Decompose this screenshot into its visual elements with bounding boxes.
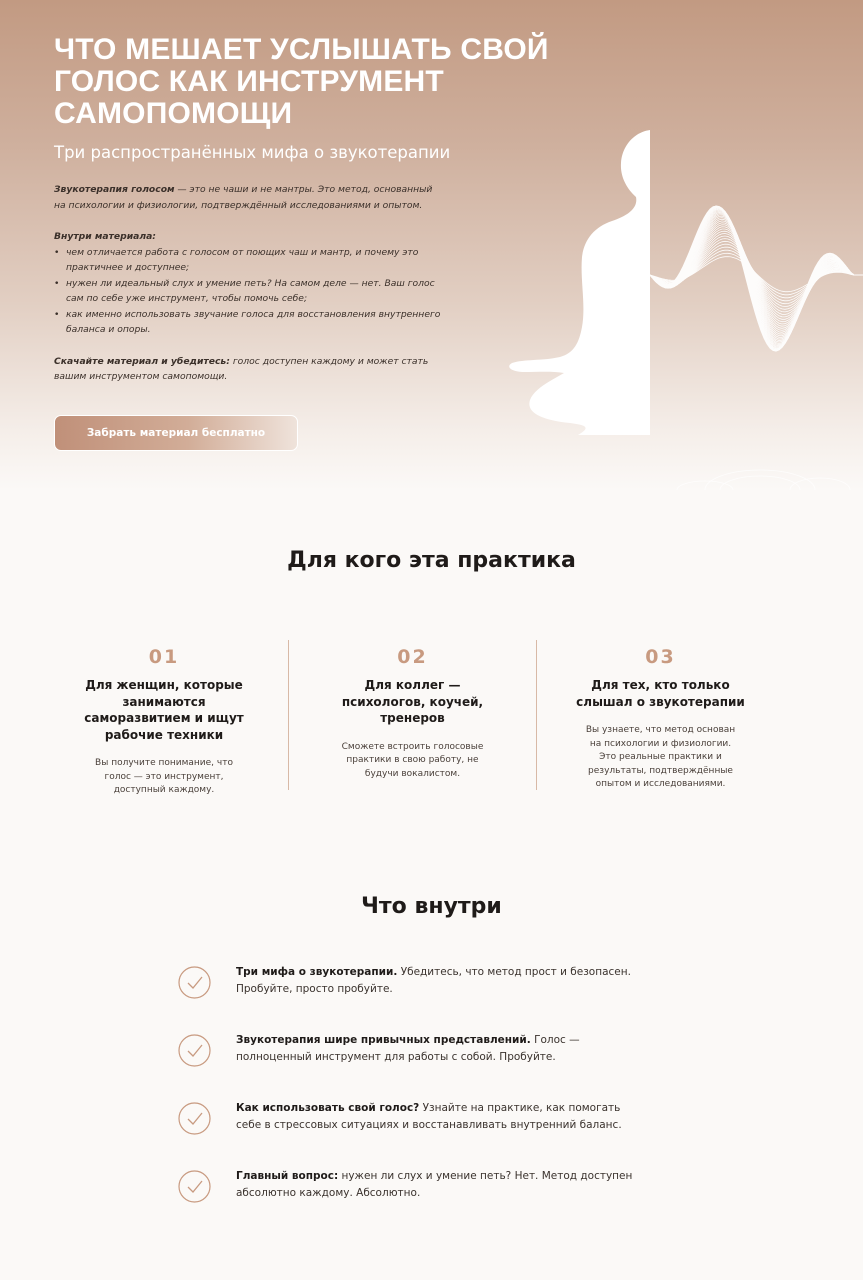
- inside-title: Что внутри: [361, 894, 502, 919]
- intro-text: — это не чаши и не мантры. Это метод, основанный на психологии и физиологии, подтверждённый исследованиями и опытом.: [54, 184, 433, 211]
- card-description: Вы получите понимание, что голос — это инструмент, доступный каждому.: [95, 758, 233, 795]
- check-circle-icon: [178, 1034, 211, 1067]
- hero-subtitle: Три распространённых мифа о звукотерапии: [54, 143, 451, 162]
- item-text: Узнайте на практике, как помогать себе в стрессовых ситуациях и восстанавливать внутренний баланс.: [236, 1102, 622, 1131]
- list-item: [178, 1168, 648, 1236]
- item-bold: Три мифа о звукотерапии.: [236, 966, 398, 978]
- card-title: Для женщин, которые занимаются саморазвитием и ищут рабочие техники: [84, 678, 244, 742]
- inside-list: [178, 964, 648, 1236]
- item-bold: Как использовать свой голос?: [236, 1102, 420, 1114]
- meditating-woman-sound-waves-icon: [490, 105, 863, 490]
- audience-cards: [40, 640, 823, 795]
- get-material-button[interactable]: Забрать материал бесплатно: [54, 415, 298, 451]
- inside-heading: Внутри материала:: [54, 231, 156, 242]
- item-bold: Главный вопрос:: [236, 1170, 339, 1182]
- outro-bold: Скачайте материал и убедитесь:: [54, 355, 230, 367]
- hero-section: [0, 0, 863, 490]
- card-description: Сможете встроить голосовые практики в свою работу, не будучи вокалистом.: [341, 741, 484, 779]
- audience-title: Для кого эта практика: [287, 548, 576, 573]
- outro-text: голос доступен каждому и может стать вашим инструментом самопомощи.: [54, 355, 429, 382]
- intro-bold: Звукотерапия голосом: [54, 184, 175, 195]
- card-number: 02: [397, 646, 428, 668]
- card-number: 01: [148, 646, 180, 668]
- hero-bullet: • чем отличается работа с голосом от поющих чаш и мантр, и почему это практичнее и доступнее;: [54, 245, 444, 276]
- hero-description: [54, 182, 444, 385]
- audience-card: [536, 640, 784, 790]
- card-number: 03: [645, 646, 676, 668]
- item-bold: Звукотерапия шире привычных представлений.: [236, 1034, 531, 1046]
- card-title: Для тех, кто только слышал о звукотерапии: [576, 678, 745, 709]
- hero-bullet-list: [54, 245, 444, 338]
- check-circle-icon: [178, 966, 211, 999]
- item-text: нужен ли слух и умение петь? Нет. Метод доступен абсолютно каждому. Абсолютно.: [236, 1170, 633, 1199]
- audience-card: [40, 640, 288, 795]
- item-text: Голос — полноценный инструмент для работы с собой. Пробуйте.: [236, 1034, 580, 1063]
- list-item: [178, 1032, 648, 1100]
- list-item: [178, 964, 648, 1032]
- item-text: Убедитесь, что метод прост и безопасен. Пробуйте, просто пробуйте.: [236, 966, 631, 995]
- check-circle-icon: [178, 1170, 211, 1203]
- check-circle-icon: [178, 1102, 211, 1135]
- hero-title: ЧТО МЕШАЕТ УСЛЫШАТЬ СВОЙ ГОЛОС КАК ИНСТРУМЕНТ САМОПОМОЩИ: [54, 33, 549, 130]
- hero-bullet: • как именно использовать звучание голоса для восстановления внутреннего баланса и опоры.: [54, 307, 444, 338]
- hero-bullet: • нужен ли идеальный слух и умение петь? На самом деле — нет. Ваш голос сам по себе уже инструмент, чтобы помочь себе;: [54, 276, 444, 307]
- card-title: Для коллег — психологов, коучей, тренеров: [341, 678, 484, 725]
- card-description: Вы узнаете, что метод основан на психологии и физиологии. Это реальные практики и результаты, подтверждённые опытом и исследованиями.: [585, 725, 736, 789]
- list-item: [178, 1100, 648, 1168]
- audience-card: [288, 640, 536, 790]
